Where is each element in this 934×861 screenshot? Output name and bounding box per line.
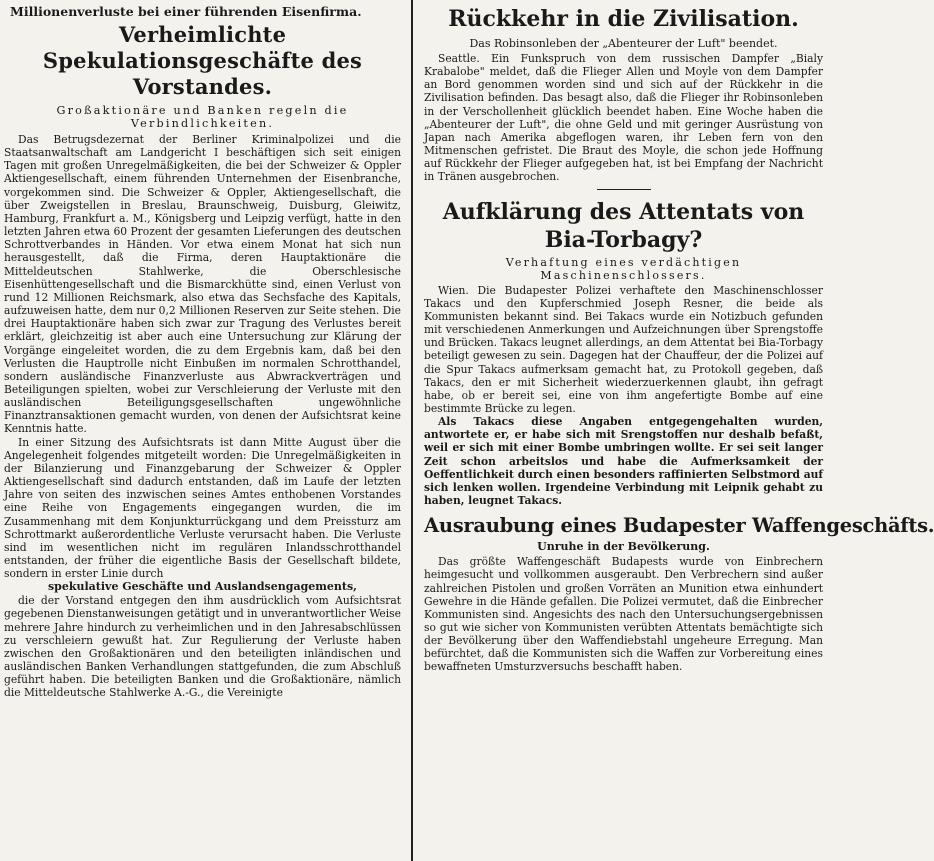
article2-deck: Das Robinsonleben der „Abenteurer der Luft" beendet.: [469, 37, 778, 50]
article2-headline: Rückkehr in die Zivilisation.: [448, 6, 799, 32]
article3-paragraph-1: Wien. Die Budapester Polizei verhaftete den Maschinenschlosser Takacs und den Kupferschmied Joseph Resner, die beide als Kommunisten bekannt sind. Bei Takacs wurde ein Notizbuch gefunden mit verschiedenen Anmerkungen und Aufzeichnungen über Sprengstoffe und Brücken. Takacs leugnet allerdings, an dem Attentat bei Bia-Torbagy beteiligt gewesen zu sein. Dagegen hat der Chauffeur, der die Polizei auf die Spur Takacs aufmerksam gemacht hat, zu Protokoll gegeben, daß Takacs, den er mit Sicherheit wiederzuerkennen glaubt, ihn gefragt habe, ob er bereit sei, eine von ihm angefertigte Bombe auf eine bestimmte Brücke zu legen.: [424, 283, 823, 415]
article4-deck: Unruhe in der Bevölkerung.: [537, 540, 710, 554]
left-column: [0, 0, 407, 861]
article4-headline: Ausraubung eines Budapester Waffengeschäfts.: [424, 514, 934, 538]
article-separator: [597, 189, 651, 190]
article-paragraph-2: In einer Sitzung des Aufsichtsrats ist dann Mitte August über die Angelegenheit folgendes mitgeteilt worden: Die Unregelmäßigkeiten in der Bilanzierung und Finanzgebarung der Schweizer & Oppler Aktiengesellschaft sind dadurch entstanden, daß im Laufe der letzten Jahre von seiten des inzwischen seines Amtes enthobenen Vorstandes eine Reihe von Engagements eingegangen wurden, die im Zusammenhang mit dem Konjunkturrückgang und dem Preissturz am Schrottmarkt außerordentliche Verluste verursacht haben. Die Verluste sind im wesentlichen nicht im regulären Inlandsschrotthandel entstanden, der früher die eigentliche Basis der Gesellschaft bildete, sondern in erster Linie durch: [4, 435, 401, 581]
article-paragraph-1: Das Betrugsdezernat der Berliner Kriminalpolizei und die Staatsanwaltschaft am Landgericht I beschäftigen sich seit einigen Tagen mit großen Unregelmäßigkeiten, die bei der Schweizer & Oppler Aktiengesellschaft, einem führenden Unternehmen der Eisenbranche, vorgekommen sind. Die Schweizer & Oppler, Aktiengesellschaft, die über Zweigstellen in Breslau, Braunschweig, Duisburg, Gleiwitz, Hamburg, Frankfurt a. M., Königsberg und Leipzig verfügt, hatte in den letzten Jahren etwa 60 Prozent der gesamten Lieferungen des deutschen Schrottverbandes in Händen. Vor etwa einem Monat hat sich nun herausgestellt, daß die Firma, deren Hauptaktionäre die Mitteldeutschen Stahlwerke, die Oberschlesische Eisenhüttengesellschaft und die Bismarckhütte sind, einen Verlust von rund 12 Millionen Reichsmark, also etwa das Sechsfache des Kapitals, aufzuweisen hatte, dem nur 0,2 Millionen Reserven zur Seite stehen. Die drei Hauptaktionäre haben sich zwar zur Tragung des Verlustes bereit erklärt, gleichzeitig ist aber auch eine Untersuchung zur Klärung der Vorgänge eingeleitet worden, die zu dem Ergebnis kam, daß bei den Verlusten die Hauptrolle nicht Einbußen im normalen Schrotthandel, sondern ausländische Finanzverluste aus Abwrackverträgen und Beteiligungen spielten, wobei zur Verschleierung der Verluste mit den ausländischen Beteiligungsgesellschaften ungewöhnliche Finanztransaktionen gemacht wurden, von denen der Aufsichtsrat keine Kenntnis hatte.: [4, 133, 401, 436]
article3-paragraph-2: Als Takacs diese Angaben entgegengehalten wurden, antwortete er, er habe sich mit Srengstoffen nur deshalb befaßt, weil er sich mit einer Bombe umbringen wollte. Er sei seit langer Zeit schon arbeitslos und habe die Aufmerksamkeit der Oeffentlichkeit durch einen besonders raffinierten Selbstmord auf sich lenken wollen. Irgendeine Verbindung mit Leipnik gehabt zu haben, leugnet Takacs.: [424, 415, 823, 508]
article-paragraph-3: die der Vorstand entgegen den ihm ausdrücklich vom Aufsichtsrat gegebenen Dienstanweisungen getätigt und in unverantwortlicher Weise mehrere Jahre hindurch zu verheimlichen und in den Jahresabschlüssen zu verschleiern gewußt hat. Zur Regulierung der Verluste haben zwischen den Großaktionären und den beteiligten inländischen und ausländischen Banken Verhandlungen stattgefunden, die zum Abschluß geführt haben. Die beteiligten Banken und die Großaktionäre, nämlich die Mitteldeutsche Stahlwerke A.-G., die Vereinigte: [4, 594, 401, 700]
column-rule: [411, 0, 413, 861]
article-deck: Großaktionäre und Banken regeln die Verbindlichkeiten.: [56, 104, 349, 130]
right-column: [418, 0, 934, 861]
article2-paragraph: Seattle. Ein Funkspruch von dem russischen Dampfer „Bialy Krabalobe" meldet, daß die Flieger Allen und Moyle von dem Dampfer an Bord genommen worden sind und sich auf der Rückkehr in die Zivilisation befinden. Das besagt also, daß die Flieger ihr Robinsonleben in der Verschollenheit glücklich beendet haben. Eine Woche haben die „Abenteurer der Luft", die ohne Geld und mit geringer Ausrüstung von Japan nach Amerika abgeflogen waren, ihr Leben fern von den Mitmenschen gefristet. Die Braut des Moyle, die schon jede Hoffnung auf Rückkehr der Flieger aufgegeben hat, ist bei Empfang der Nachricht in Tränen ausgebrochen.: [424, 52, 823, 184]
article-subhead: spekulative Geschäfte und Auslandsengagements,: [47, 580, 357, 594]
article3-headline: Aufklärung des Attentats von Bia-Torbagy?: [442, 198, 805, 253]
article3-deck: Verhaftung eines verdächtigen Maschinenschlossers.: [505, 255, 742, 282]
article-headline: Verheimlichte Spekulationsgeschäfte des Vorstandes.: [42, 22, 363, 99]
article-kicker: Millionenverluste bei einer führenden Eisenfirma.: [10, 4, 362, 19]
article4-paragraph: Das größte Waffengeschäft Budapests wurde von Einbrechern heimgesucht und vollkommen ausgeraubt. Den Verbrechern sind außer zahlreichen Pistolen und großen Vorräten an Munition etwa einhundert Gewehre in die Hände gefallen. Die Polizei vermutet, daß die Einbrecher Kommunisten sind. Angesichts des nach den Untersuchungsergebnissen so gut wie sicher von Kommunisten verübten Attentats bemächtigte sich der Bevölkerung über den Waffendiebstahl ungeheure Erregung. Man befürchtet, daß die Kommunisten sich die Waffen zur Vorbereitung eines bewaffneten Umsturzversuchs beschafft haben.: [424, 555, 823, 674]
